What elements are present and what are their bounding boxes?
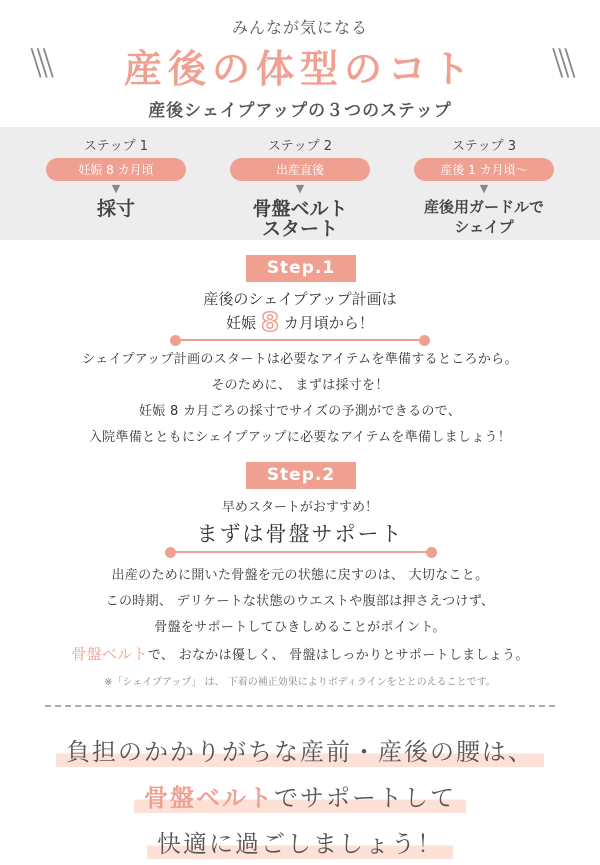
step-number: ステップ 2 [267,139,333,154]
step-timing-pill: 妊娠 8 カ月頃 [46,158,186,181]
step-action-line: 骨盤ベルト [252,198,348,220]
slash-decoration-left: \\\ [30,42,49,83]
heading-text: カ月頃から！ [283,314,374,332]
step-overview-1 [31,127,201,240]
body-line: 骨盤をサポートしてひきしめることがポイント。 [154,620,446,635]
step2-rule-dot-right [426,547,437,558]
accent-text: 骨盤ベルト [71,645,148,663]
step1-badge: Step.1 [246,255,356,282]
step2-body [0,563,600,669]
step-timing-pill: 産後 1 カ月頃～ [414,158,554,181]
footer-line1 [0,732,600,767]
step-action [252,199,347,239]
step-overview-2 [215,127,385,240]
accent-text: 骨盤ベルト [144,784,274,812]
step-action-line: 産後用ガードルで [423,198,544,216]
down-arrow-icon: ▼ [295,182,305,195]
step-action-line: スタート [261,218,338,240]
step-action [424,197,544,237]
footer-line3 [0,824,600,859]
step2-heading-line1: 早めスタートがおすすめ！ [221,500,379,515]
body-line: 妊娠 8 カ月ごろの採寸でサイズの予測ができるので、 [138,404,462,419]
step-number: ステップ 3 [451,139,517,154]
step-timing-pill: 出産直後 [230,158,370,181]
step-action: 採寸 [96,198,135,220]
heading-text: 妊娠 [226,314,257,332]
body-line: 出産のために開いた骨盤を元の状態に戻すのは、 大切なこと。 [111,568,489,583]
footer-line2 [0,778,600,813]
step1-heading-line1: 産後のシェイプアップ計画は [203,290,397,308]
body-line: そのために、 まずは採寸を！ [211,378,389,393]
step2-badge: Step.2 [246,462,356,489]
step-overview-3 [399,127,569,240]
footer-text: でサポートして [274,784,456,812]
slash-decoration-right: \\\ [551,42,570,83]
highlight-text: 負担のかかりがちな産前・産後の腰は、 [56,732,544,767]
highlight-text: 快適に過ごしましょう！ [147,824,453,859]
down-arrow-icon: ▼ [479,182,489,195]
steps-subtitle: 産後シェイプアップの３つのステップ [148,101,452,121]
step-action-line: シェイプ [454,218,514,236]
body-text: で、 おなかは優しく、 骨盤はしっかりとサポートしましょう。 [147,648,529,663]
step1-rule [176,339,424,341]
body-line: シェイプアップ計画のスタートは必要なアイテムを準備するところから。 [82,352,518,367]
step1-body [0,347,600,451]
step1-rule-dot-right [419,335,430,346]
step2-heading-line2: まずは骨盤サポート [196,522,404,546]
down-arrow-icon: ▼ [111,182,121,195]
step-overview-bar [0,127,600,240]
step1-heading-line2 [0,308,600,338]
page-title: 産後の体型のコト [123,47,476,91]
step-number: ステップ 1 [83,139,149,154]
footnote: ※「シェイプアップ」 は、 下着の補正効果によりボディラインをととのえることです。 [104,677,496,688]
highlight-text [134,778,466,813]
heading-number: 8 [260,308,280,338]
header-subtitle: みんなが気になる [231,18,368,37]
body-line: この時期、 デリケートな状態のウエストや腹部は押さえつけず、 [105,594,495,609]
body-line: 入院準備とともにシェイプアップに必要なアイテムを準備しましょう！ [88,430,512,445]
body-line [0,641,600,669]
step2-rule [171,551,431,553]
dashed-divider [45,705,555,707]
